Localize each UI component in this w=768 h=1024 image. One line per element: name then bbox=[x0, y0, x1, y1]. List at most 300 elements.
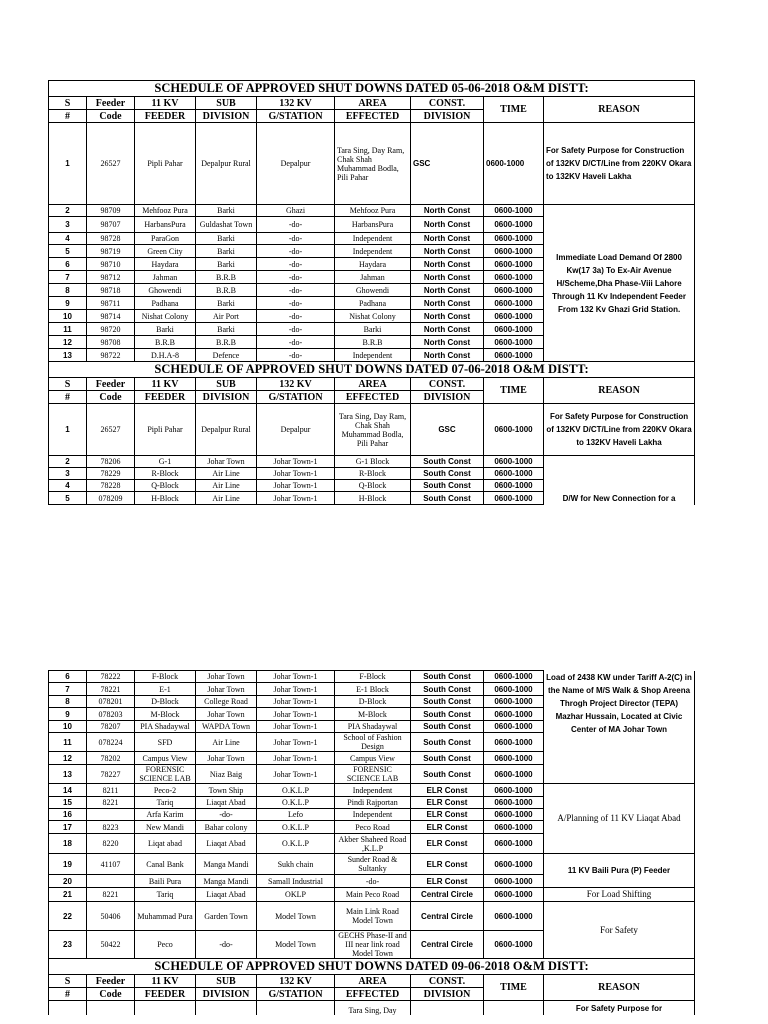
serial-no: 20 bbox=[49, 875, 87, 888]
const-division: ELR Const bbox=[411, 834, 484, 854]
grid-station: Johar Town-1 bbox=[257, 752, 335, 765]
grid-station: O.K.L.P bbox=[257, 784, 335, 797]
feeder-name: Peco bbox=[135, 931, 196, 959]
grid-station: O.K.L.P bbox=[257, 797, 335, 809]
s2-header-feeder: Feeder bbox=[87, 378, 135, 391]
grid-station: Johar Town-1 bbox=[257, 765, 335, 784]
empty-cell bbox=[135, 1001, 196, 1015]
const-division: South Const bbox=[411, 708, 484, 721]
const-division: North Const bbox=[411, 205, 484, 217]
feeder-name: New Mandi bbox=[135, 821, 196, 834]
feeder-code: 98722 bbox=[87, 349, 135, 362]
sub-division: B.R.B bbox=[196, 271, 257, 284]
serial-no: 10 bbox=[49, 310, 87, 323]
time: 0600-1000 bbox=[484, 323, 544, 336]
grid-station: -do- bbox=[257, 336, 335, 349]
feeder-name: E-1 bbox=[135, 683, 196, 696]
feeder-name: Arfa Karim bbox=[135, 809, 196, 821]
area-effected: B.R.B bbox=[335, 336, 411, 349]
time: 0600-1000 bbox=[484, 683, 544, 696]
area-effected: Main Link Road Model Town bbox=[335, 902, 411, 931]
const-division: North Const bbox=[411, 284, 484, 297]
const-division: GSC bbox=[411, 404, 484, 456]
serial-no: 9 bbox=[49, 708, 87, 721]
reason-safety-132kv: For Safety Purpose for Construction of 132KV D/CT/Line from 220KV Okara to 132KV Haveli Lakha bbox=[544, 123, 695, 205]
table-row bbox=[49, 854, 695, 875]
area-effected: HarbansPura bbox=[335, 217, 411, 233]
area-effected: Pindi Rajportan bbox=[335, 797, 411, 809]
s2-header2-code: Code bbox=[87, 391, 135, 404]
schedule-title-09-06: SCHEDULE OF APPROVED SHUT DOWNS DATED 09-06-2018 O&M DISTT: bbox=[49, 959, 695, 975]
feeder-name: D.H.A-8 bbox=[135, 349, 196, 362]
time: 0600-1000 bbox=[484, 349, 544, 362]
feeder-name: SFD bbox=[135, 733, 196, 752]
serial-no: 16 bbox=[49, 809, 87, 821]
s2-header2-feeder: FEEDER bbox=[135, 391, 196, 404]
table-row bbox=[49, 205, 695, 217]
const-division: North Const bbox=[411, 245, 484, 258]
serial-no: 21 bbox=[49, 888, 87, 902]
const-division: South Const bbox=[411, 765, 484, 784]
grid-station: Johar Town-1 bbox=[257, 708, 335, 721]
s2-header2-division: DIVISION bbox=[411, 391, 484, 404]
s3-header-132kv: 132 KV bbox=[257, 975, 335, 988]
reason-liaqat-abad-planning: A/Planning of 11 KV Liaqat Abad bbox=[544, 784, 695, 854]
const-division: ELR Const bbox=[411, 809, 484, 821]
s3-header-s: S bbox=[49, 975, 87, 988]
table-row bbox=[49, 123, 695, 205]
serial-no: 18 bbox=[49, 834, 87, 854]
sub-division: Johar Town bbox=[196, 683, 257, 696]
time: 0600-1000 bbox=[484, 671, 544, 683]
feeder-name: G-1 bbox=[135, 456, 196, 468]
area-effected: R-Block bbox=[335, 468, 411, 480]
s1-header2-division: DIVISION bbox=[196, 110, 257, 123]
time: 0600-1000 bbox=[484, 310, 544, 323]
const-division: GSC bbox=[411, 123, 484, 205]
time: 0600-1000 bbox=[484, 875, 544, 888]
serial-no: 5 bbox=[49, 492, 87, 505]
area-effected: F-Block bbox=[335, 671, 411, 683]
s1-header2-code: Code bbox=[87, 110, 135, 123]
time: 0600-1000 bbox=[484, 752, 544, 765]
area-effected: Ghowendi bbox=[335, 284, 411, 297]
sub-division: B.R.B bbox=[196, 336, 257, 349]
area-effected: Tara Sing, Day Ram, Chak Shah Muhammad Bodla, Pili Pahar bbox=[335, 404, 411, 456]
time: 0600-1000 bbox=[484, 404, 544, 456]
area-effected: Sunder Road & Sultanky bbox=[335, 854, 411, 875]
time: 0600-1000 bbox=[484, 468, 544, 480]
s1-header-11kv: 11 KV bbox=[135, 97, 196, 110]
feeder-name: Nishat Colony bbox=[135, 310, 196, 323]
sub-division: Air Line bbox=[196, 733, 257, 752]
feeder-code: 98707 bbox=[87, 217, 135, 233]
grid-station: Model Town bbox=[257, 931, 335, 959]
grid-station: O.K.L.P bbox=[257, 834, 335, 854]
s1-header-const: CONST. bbox=[411, 97, 484, 110]
s2-header-s: S bbox=[49, 378, 87, 391]
time: 0600-1000 bbox=[484, 492, 544, 505]
sub-division: Barki bbox=[196, 297, 257, 310]
empty-cell bbox=[411, 1001, 484, 1015]
sub-division: Manga Mandi bbox=[196, 875, 257, 888]
sub-division: Johar Town bbox=[196, 708, 257, 721]
const-division: ELR Const bbox=[411, 875, 484, 888]
sub-division: Liaqat Abad bbox=[196, 834, 257, 854]
sub-division: Johar Town bbox=[196, 456, 257, 468]
time: 0600-1000 bbox=[484, 765, 544, 784]
feeder-code: 98710 bbox=[87, 258, 135, 271]
feeder-name: Pipli Pahar bbox=[135, 123, 196, 205]
time: 0600-1000 bbox=[484, 245, 544, 258]
sub-division: Depalpur Rural bbox=[196, 123, 257, 205]
feeder-code: 8211 bbox=[87, 784, 135, 797]
serial-no: 19 bbox=[49, 854, 87, 875]
reason-load-shifting: For Load Shifting bbox=[544, 888, 695, 902]
feeder-code: 26527 bbox=[87, 123, 135, 205]
serial-no: 22 bbox=[49, 902, 87, 931]
feeder-code: 50406 bbox=[87, 902, 135, 931]
sub-division: Manga Mandi bbox=[196, 854, 257, 875]
s1-header2-effected: EFFECTED bbox=[335, 110, 411, 123]
const-division: South Const bbox=[411, 721, 484, 733]
feeder-name: H-Block bbox=[135, 492, 196, 505]
area-effected: H-Block bbox=[335, 492, 411, 505]
time: 0600-1000 bbox=[484, 233, 544, 245]
feeder-code: 8221 bbox=[87, 888, 135, 902]
feeder-code: 98720 bbox=[87, 323, 135, 336]
serial-no: 4 bbox=[49, 480, 87, 492]
area-effected: M-Block bbox=[335, 708, 411, 721]
const-division: North Const bbox=[411, 258, 484, 271]
s2-header-const: CONST. bbox=[411, 378, 484, 391]
area-effected: Independent bbox=[335, 349, 411, 362]
serial-no: 11 bbox=[49, 733, 87, 752]
s1-header2-hash: # bbox=[49, 110, 87, 123]
feeder-code: 078201 bbox=[87, 696, 135, 708]
feeder-code: 41107 bbox=[87, 854, 135, 875]
grid-station: Johar Town-1 bbox=[257, 683, 335, 696]
time: 0600-1000 bbox=[484, 821, 544, 834]
reason-walk-and-shop-load: Load of 2438 KW under Tariff A-2(C) in the Name of M/S Walk & Shop Areena Throgh Project Director (TEPA) Mazhar Hussain, Located at Civic Center of MA Johar Town bbox=[544, 671, 695, 784]
s2-header-132kv: 132 KV bbox=[257, 378, 335, 391]
const-division: South Const bbox=[411, 683, 484, 696]
s3-header-feeder: Feeder bbox=[87, 975, 135, 988]
table-row bbox=[49, 404, 695, 456]
grid-station: Ghazi bbox=[257, 205, 335, 217]
sub-division: Liaqat Abad bbox=[196, 797, 257, 809]
grid-station: Johar Town-1 bbox=[257, 480, 335, 492]
s1-header-time: TIME bbox=[484, 97, 544, 123]
feeder-code: 78221 bbox=[87, 683, 135, 696]
time: 0600-1000 bbox=[484, 931, 544, 959]
s1-header-s: S bbox=[49, 97, 87, 110]
feeder-name: F-Block bbox=[135, 671, 196, 683]
area-effected: Tara Sing, Day bbox=[335, 1001, 411, 1015]
grid-station: Johar Town-1 bbox=[257, 671, 335, 683]
feeder-code: 8220 bbox=[87, 834, 135, 854]
const-division: ELR Const bbox=[411, 821, 484, 834]
time: 0600-1000 bbox=[484, 708, 544, 721]
s2-header2-division: DIVISION bbox=[196, 391, 257, 404]
grid-station: -do- bbox=[257, 297, 335, 310]
serial-no: 7 bbox=[49, 271, 87, 284]
time: 0600-1000 bbox=[484, 205, 544, 217]
serial-no: 4 bbox=[49, 233, 87, 245]
serial-no: 13 bbox=[49, 349, 87, 362]
s2-header-area: AREA bbox=[335, 378, 411, 391]
time: 0600-1000 bbox=[484, 456, 544, 468]
area-effected: GECHS Phase-II and III near link road Model Town bbox=[335, 931, 411, 959]
s2-header-sub: SUB bbox=[196, 378, 257, 391]
time: 0600-1000 bbox=[484, 284, 544, 297]
sub-division: Barki bbox=[196, 323, 257, 336]
serial-no: 9 bbox=[49, 297, 87, 310]
feeder-name: Q-Block bbox=[135, 480, 196, 492]
s3-header2-division: DIVISION bbox=[196, 988, 257, 1001]
reason-immediate-load-demand: Immediate Load Demand Of 2800 Kw(17 3a) To Ex-Air Avenue H/Scheme,Dha Phase-Viii Lahore Through 11 Kv Independent Feeder From 132 Kv Ghazi Grid Station. bbox=[544, 205, 695, 362]
time: 0600-1000 bbox=[484, 797, 544, 809]
reason-baili-pura-feeder: 11 KV Baili Pura (P) Feeder bbox=[544, 854, 695, 888]
feeder-code bbox=[87, 809, 135, 821]
s3-header-const: CONST. bbox=[411, 975, 484, 988]
feeder-name: R-Block bbox=[135, 468, 196, 480]
feeder-name: Jahman bbox=[135, 271, 196, 284]
sub-division: Guldashat Town bbox=[196, 217, 257, 233]
feeder-name: Barki bbox=[135, 323, 196, 336]
feeder-name: Peco-2 bbox=[135, 784, 196, 797]
sub-division: Defence bbox=[196, 349, 257, 362]
serial-no: 14 bbox=[49, 784, 87, 797]
feeder-code: 26527 bbox=[87, 404, 135, 456]
sub-division: Garden Town bbox=[196, 902, 257, 931]
s3-header-sub: SUB bbox=[196, 975, 257, 988]
s2-header2-effected: EFFECTED bbox=[335, 391, 411, 404]
sub-division: Air Line bbox=[196, 468, 257, 480]
grid-station: Sukh chain bbox=[257, 854, 335, 875]
shutdown-schedule-table-top bbox=[48, 80, 695, 505]
s1-header-reason: REASON bbox=[544, 97, 695, 123]
time: 0600-1000 bbox=[484, 258, 544, 271]
const-division: ELR Const bbox=[411, 784, 484, 797]
area-effected: Akber Shaheed Road ,K.L.P bbox=[335, 834, 411, 854]
serial-no: 6 bbox=[49, 671, 87, 683]
area-effected: -do- bbox=[335, 875, 411, 888]
s2-header-11kv: 11 KV bbox=[135, 378, 196, 391]
feeder-name: Ghowendi bbox=[135, 284, 196, 297]
area-effected: Main Peco Road bbox=[335, 888, 411, 902]
grid-station: Samall Industrial bbox=[257, 875, 335, 888]
table-row bbox=[49, 784, 695, 797]
s2-header-time: TIME bbox=[484, 378, 544, 404]
feeder-name: Baili Pura bbox=[135, 875, 196, 888]
area-effected: Nishat Colony bbox=[335, 310, 411, 323]
area-effected: School of Fashion Design bbox=[335, 733, 411, 752]
feeder-code: 98714 bbox=[87, 310, 135, 323]
s3-header2-effected: EFFECTED bbox=[335, 988, 411, 1001]
feeder-code: 78207 bbox=[87, 721, 135, 733]
area-effected: Padhana bbox=[335, 297, 411, 310]
serial-no: 12 bbox=[49, 752, 87, 765]
shutdown-schedule-table-bottom bbox=[48, 670, 695, 1015]
area-effected: Independent bbox=[335, 245, 411, 258]
area-effected: PIA Shadaywal bbox=[335, 721, 411, 733]
time: 0600-1000 bbox=[484, 733, 544, 752]
area-effected: Tara Sing, Day Ram, Chak Shah Muhammad Bodla, Pili Pahar bbox=[335, 123, 411, 205]
feeder-code: 78206 bbox=[87, 456, 135, 468]
time: 0600-1000 bbox=[484, 480, 544, 492]
const-division: Central Circle bbox=[411, 902, 484, 931]
s3-header2-code: Code bbox=[87, 988, 135, 1001]
time: 0600-1000 bbox=[484, 297, 544, 310]
feeder-name: B.R.B bbox=[135, 336, 196, 349]
s3-header2-feeder: FEEDER bbox=[135, 988, 196, 1001]
const-division: South Const bbox=[411, 671, 484, 683]
area-effected: Mehfooz Pura bbox=[335, 205, 411, 217]
serial-no: 1 bbox=[49, 123, 87, 205]
s2-header-reason: REASON bbox=[544, 378, 695, 404]
grid-station: -do- bbox=[257, 323, 335, 336]
grid-station: Johar Town-1 bbox=[257, 468, 335, 480]
const-division: South Const bbox=[411, 456, 484, 468]
area-effected: E-1 Block bbox=[335, 683, 411, 696]
feeder-code: 50422 bbox=[87, 931, 135, 959]
sub-division: Barki bbox=[196, 205, 257, 217]
feeder-code: 98708 bbox=[87, 336, 135, 349]
feeder-name: Campus View bbox=[135, 752, 196, 765]
feeder-name: Tariq bbox=[135, 888, 196, 902]
grid-station: Johar Town-1 bbox=[257, 733, 335, 752]
feeder-code: 98719 bbox=[87, 245, 135, 258]
sub-division: Liaqat Abad bbox=[196, 888, 257, 902]
sub-division: WAPDA Town bbox=[196, 721, 257, 733]
s3-header-11kv: 11 KV bbox=[135, 975, 196, 988]
serial-no: 7 bbox=[49, 683, 87, 696]
const-division: South Const bbox=[411, 696, 484, 708]
s1-header-area: AREA bbox=[335, 97, 411, 110]
sub-division: Barki bbox=[196, 245, 257, 258]
area-effected: FORENSIC SCIENCE LAB bbox=[335, 765, 411, 784]
const-division: North Const bbox=[411, 310, 484, 323]
area-effected: Peco Road bbox=[335, 821, 411, 834]
const-division: North Const bbox=[411, 336, 484, 349]
area-effected: Q-Block bbox=[335, 480, 411, 492]
serial-no: 23 bbox=[49, 931, 87, 959]
feeder-code: 78229 bbox=[87, 468, 135, 480]
feeder-code: 078224 bbox=[87, 733, 135, 752]
grid-station: Depalpur bbox=[257, 404, 335, 456]
table-row bbox=[49, 671, 695, 683]
feeder-code: 78227 bbox=[87, 765, 135, 784]
s1-header2-division: DIVISION bbox=[411, 110, 484, 123]
feeder-name: Padhana bbox=[135, 297, 196, 310]
const-division: North Const bbox=[411, 217, 484, 233]
s3-header2-gstation: G/STATION bbox=[257, 988, 335, 1001]
feeder-code: 98728 bbox=[87, 233, 135, 245]
s2-header2-hash: # bbox=[49, 391, 87, 404]
area-effected: G-1 Block bbox=[335, 456, 411, 468]
empty-cell bbox=[49, 1001, 87, 1015]
sub-division: Depalpur Rural bbox=[196, 404, 257, 456]
feeder-name: Muhammad Pura bbox=[135, 902, 196, 931]
serial-no: 1 bbox=[49, 404, 87, 456]
s3-header2-hash: # bbox=[49, 988, 87, 1001]
feeder-code: 078209 bbox=[87, 492, 135, 505]
sub-division: Air Port bbox=[196, 310, 257, 323]
time: 0600-1000 bbox=[484, 888, 544, 902]
feeder-name: Canal Bank bbox=[135, 854, 196, 875]
empty-cell bbox=[196, 1001, 257, 1015]
grid-station: O.K.L.P bbox=[257, 821, 335, 834]
sub-division: College Road bbox=[196, 696, 257, 708]
grid-station: OKLP bbox=[257, 888, 335, 902]
serial-no: 17 bbox=[49, 821, 87, 834]
serial-no: 12 bbox=[49, 336, 87, 349]
grid-station: -do- bbox=[257, 271, 335, 284]
table-row bbox=[49, 456, 695, 468]
s3-header2-division: DIVISION bbox=[411, 988, 484, 1001]
s3-header-time: TIME bbox=[484, 975, 544, 1001]
serial-no: 3 bbox=[49, 217, 87, 233]
serial-no: 13 bbox=[49, 765, 87, 784]
empty-cell bbox=[257, 1001, 335, 1015]
const-division: South Const bbox=[411, 733, 484, 752]
s2-header2-gstation: G/STATION bbox=[257, 391, 335, 404]
reason-safety-132kv-2: For Safety Purpose for Construction of 132KV D/CT/Line from 220KV Okara to 132KV Haveli Lakha bbox=[544, 404, 695, 456]
feeder-name: D-Block bbox=[135, 696, 196, 708]
time: 0600-1000 bbox=[484, 854, 544, 875]
grid-station: Johar Town-1 bbox=[257, 456, 335, 468]
serial-no: 15 bbox=[49, 797, 87, 809]
grid-station: -do- bbox=[257, 284, 335, 297]
feeder-code: 78228 bbox=[87, 480, 135, 492]
feeder-name: Pipli Pahar bbox=[135, 404, 196, 456]
serial-no: 8 bbox=[49, 284, 87, 297]
const-division: North Const bbox=[411, 233, 484, 245]
s1-header-132kv: 132 KV bbox=[257, 97, 335, 110]
feeder-name: Haydara bbox=[135, 258, 196, 271]
reason-new-connection: D/W for New Connection for a bbox=[544, 456, 695, 505]
time: 0600-1000 bbox=[484, 271, 544, 284]
area-effected: Campus View bbox=[335, 752, 411, 765]
time: 0600-1000 bbox=[484, 217, 544, 233]
serial-no: 6 bbox=[49, 258, 87, 271]
const-division: South Const bbox=[411, 492, 484, 505]
area-effected: Independent bbox=[335, 809, 411, 821]
grid-station: -do- bbox=[257, 217, 335, 233]
s1-header2-feeder: FEEDER bbox=[135, 110, 196, 123]
table-row bbox=[49, 1001, 695, 1015]
sub-division: Niaz Baig bbox=[196, 765, 257, 784]
sub-division: Johar Town bbox=[196, 752, 257, 765]
feeder-code: 8223 bbox=[87, 821, 135, 834]
sub-division: Bahar colony bbox=[196, 821, 257, 834]
time: 0600-1000 bbox=[484, 902, 544, 931]
sub-division: -do- bbox=[196, 809, 257, 821]
time: 0600-1000 bbox=[484, 696, 544, 708]
const-division: Central Circle bbox=[411, 888, 484, 902]
time: 0600-1000 bbox=[484, 123, 544, 205]
sub-division: Barki bbox=[196, 233, 257, 245]
sub-division: Air Line bbox=[196, 492, 257, 505]
sub-division: Air Line bbox=[196, 480, 257, 492]
sub-division: Johar Town bbox=[196, 671, 257, 683]
const-division: South Const bbox=[411, 480, 484, 492]
serial-no: 2 bbox=[49, 205, 87, 217]
feeder-name: Tariq bbox=[135, 797, 196, 809]
feeder-name: M-Block bbox=[135, 708, 196, 721]
schedule-title-05-06: SCHEDULE OF APPROVED SHUT DOWNS DATED 05-06-2018 O&M DISTT: bbox=[49, 81, 695, 97]
